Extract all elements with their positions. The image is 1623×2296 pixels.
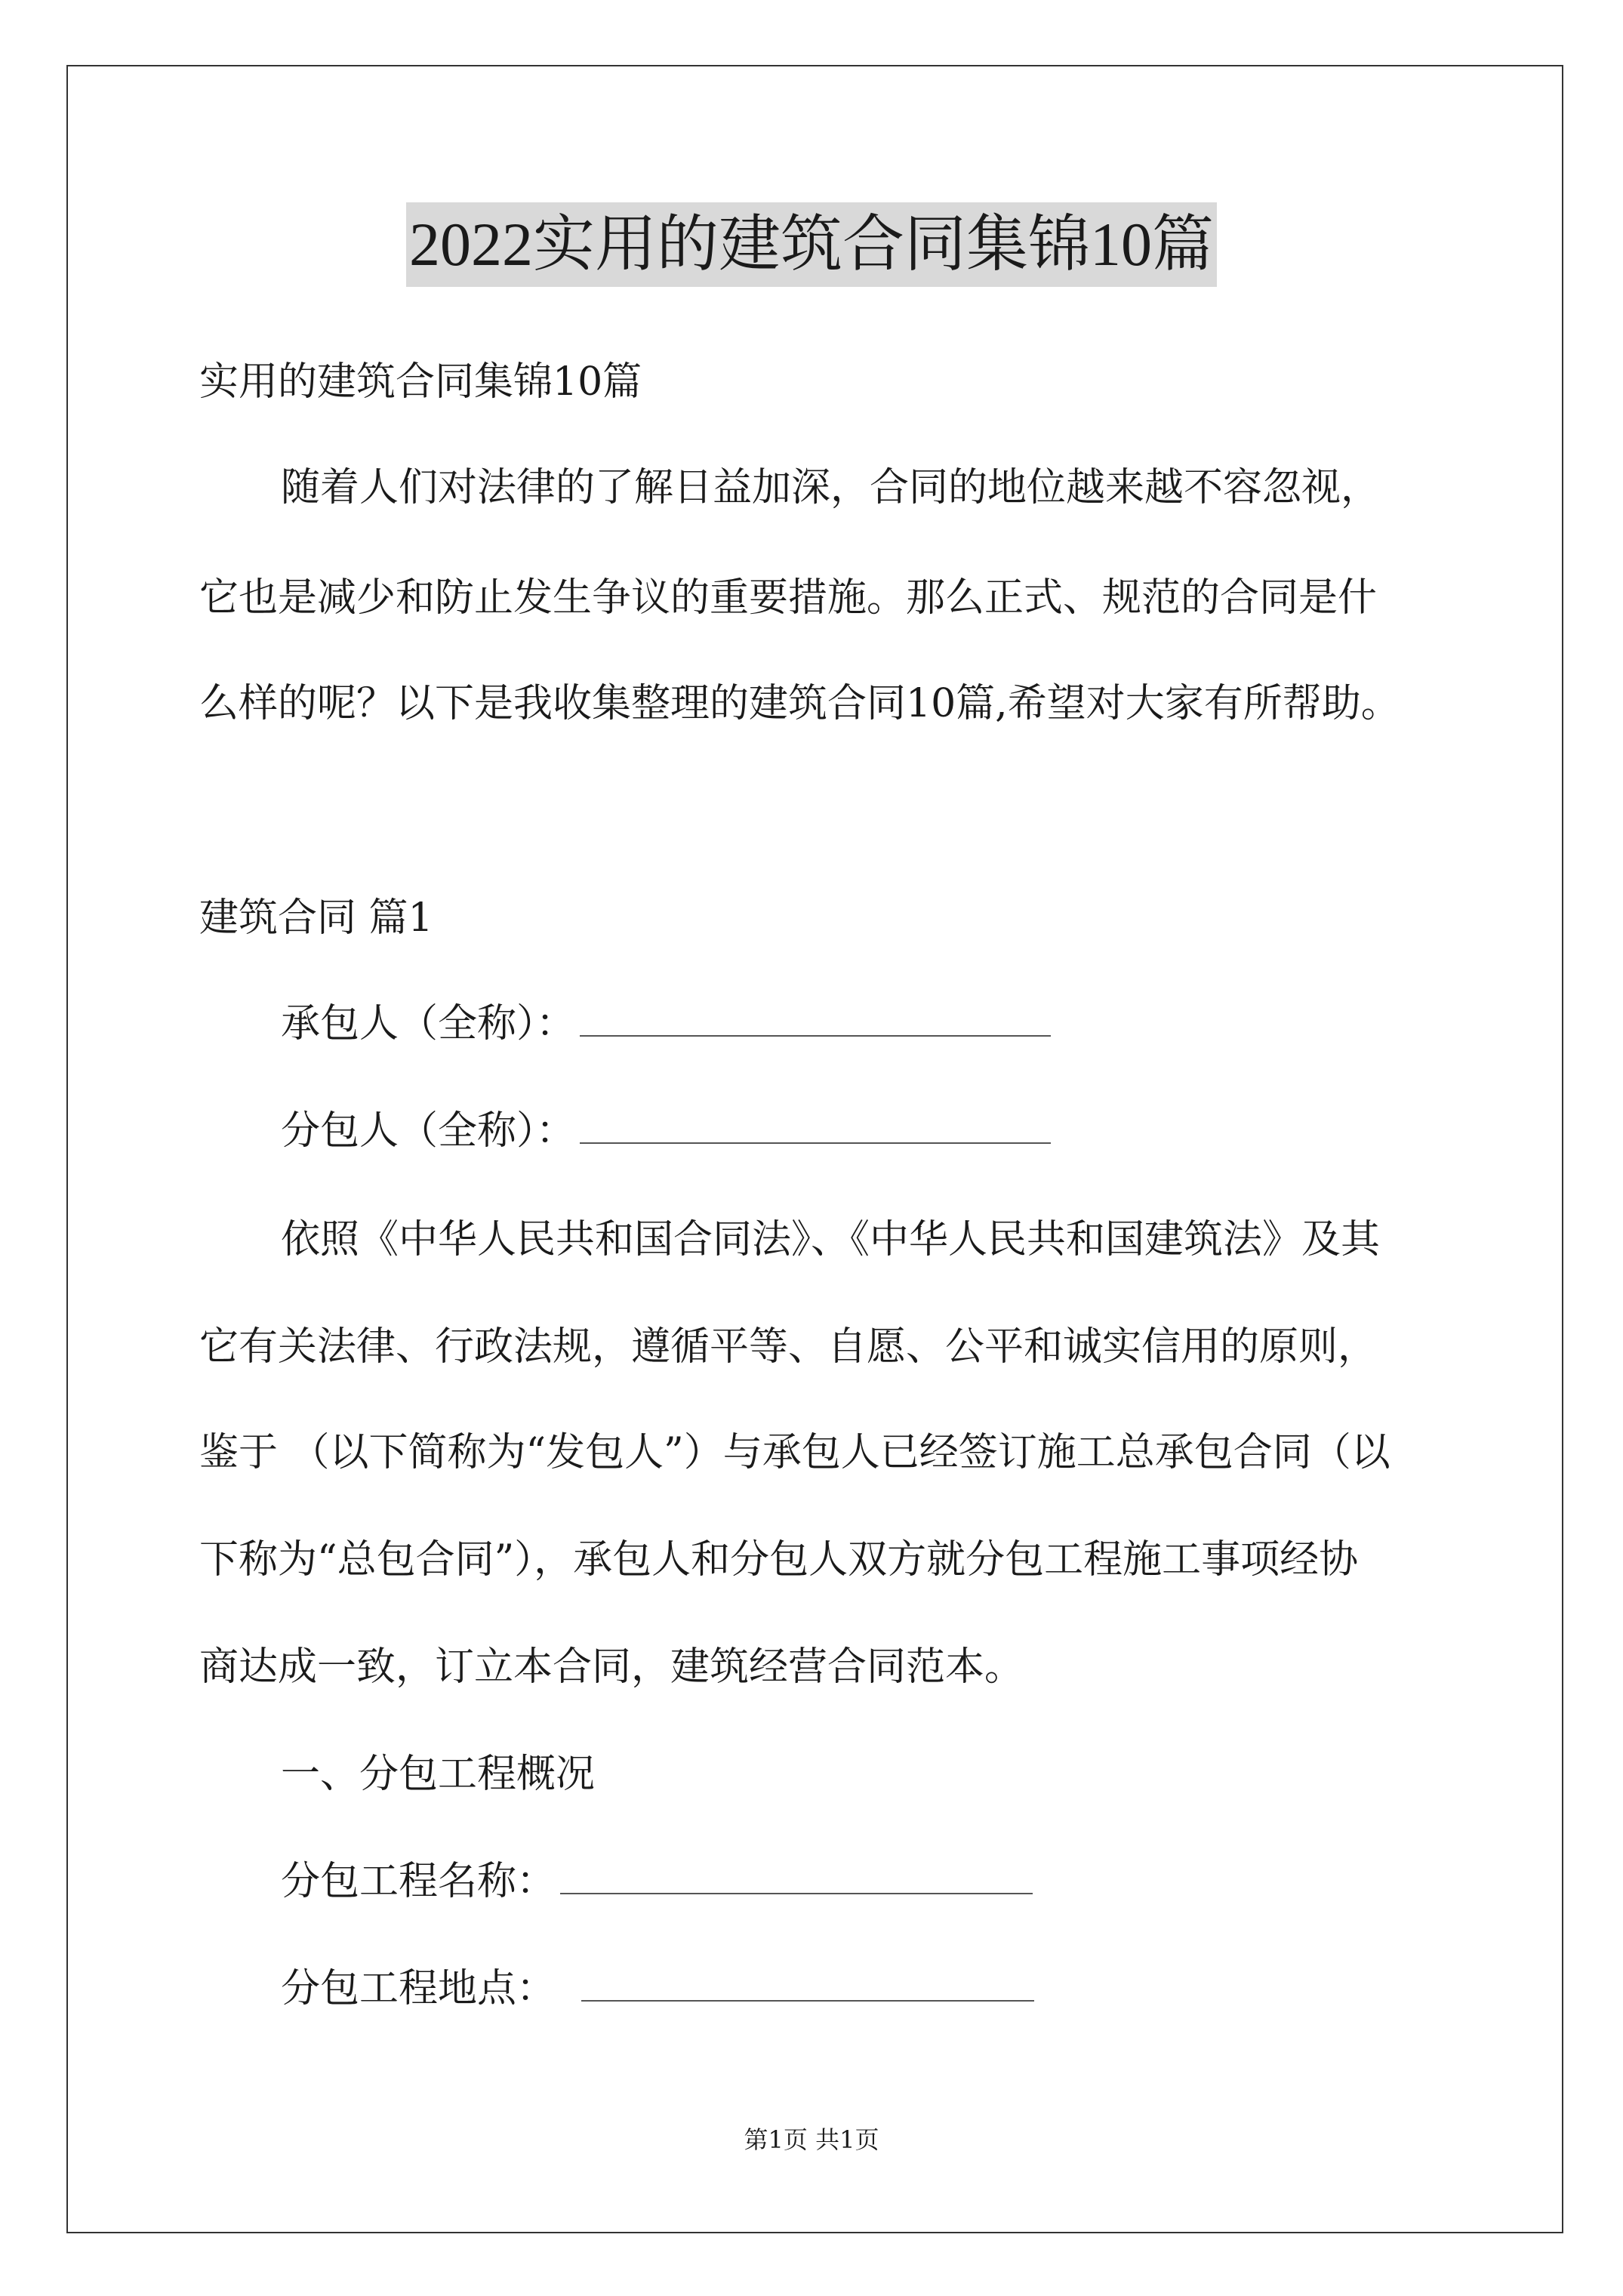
intro-line-2: 它也是减少和防止发生争议的重要措施。那么正式、规范的合同是什	[199, 575, 1378, 621]
clause-heading: 一、分包工程概况	[281, 1752, 596, 1797]
contractor-label: 承包人（全称）：	[281, 1001, 576, 1046]
contractor-fill-line	[580, 1034, 1051, 1037]
subcontractor-fill-line	[580, 1142, 1051, 1144]
subcontractor-row	[281, 1107, 1051, 1155]
title-container	[0, 202, 1623, 287]
intro-line-3: 么样的呢？以下是我收集整理的建筑合同10篇,希望对大家有所帮助。	[199, 681, 1400, 726]
body-line-2: 它有关法律、行政法规，遵循平等、自愿、公平和诚实信用的原则，	[199, 1324, 1378, 1370]
body-line-5: 商达成一致，订立本合同，建筑经营合同范本。	[199, 1644, 1024, 1690]
section-heading: 建筑合同 篇1	[199, 895, 433, 941]
body-line-3: 鉴于 （以下简称为“发包人”）与承包人已经签订施工总承包合同（以	[199, 1430, 1390, 1475]
body-line-4: 下称为“总包合同”），承包人和分包人双方就分包工程施工事项经协	[199, 1537, 1359, 1583]
project-location-row	[281, 1965, 1034, 2013]
document-subtitle: 实用的建筑合同集锦10篇	[199, 359, 642, 405]
subcontractor-label: 分包人（全称）：	[281, 1108, 576, 1154]
project-name-fill-line	[560, 1892, 1033, 1894]
intro-line-1: 随着人们对法律的了解日益加深，合同的地位越来越不容忽视，	[281, 465, 1381, 510]
contractor-row	[281, 1000, 1051, 1048]
project-name-label: 分包工程名称：	[281, 1859, 556, 1904]
page-footer: 第1页 共1页	[744, 2125, 879, 2154]
document-title: 2022实用的建筑合同集锦10篇	[406, 202, 1217, 287]
body-line-1: 依照《中华人民共和国合同法》、《中华人民共和国建筑法》及其	[281, 1217, 1381, 1262]
project-location-fill-line	[581, 1999, 1034, 2002]
project-name-row	[281, 1857, 1033, 1906]
project-location-label: 分包工程地点：	[281, 1966, 556, 2011]
